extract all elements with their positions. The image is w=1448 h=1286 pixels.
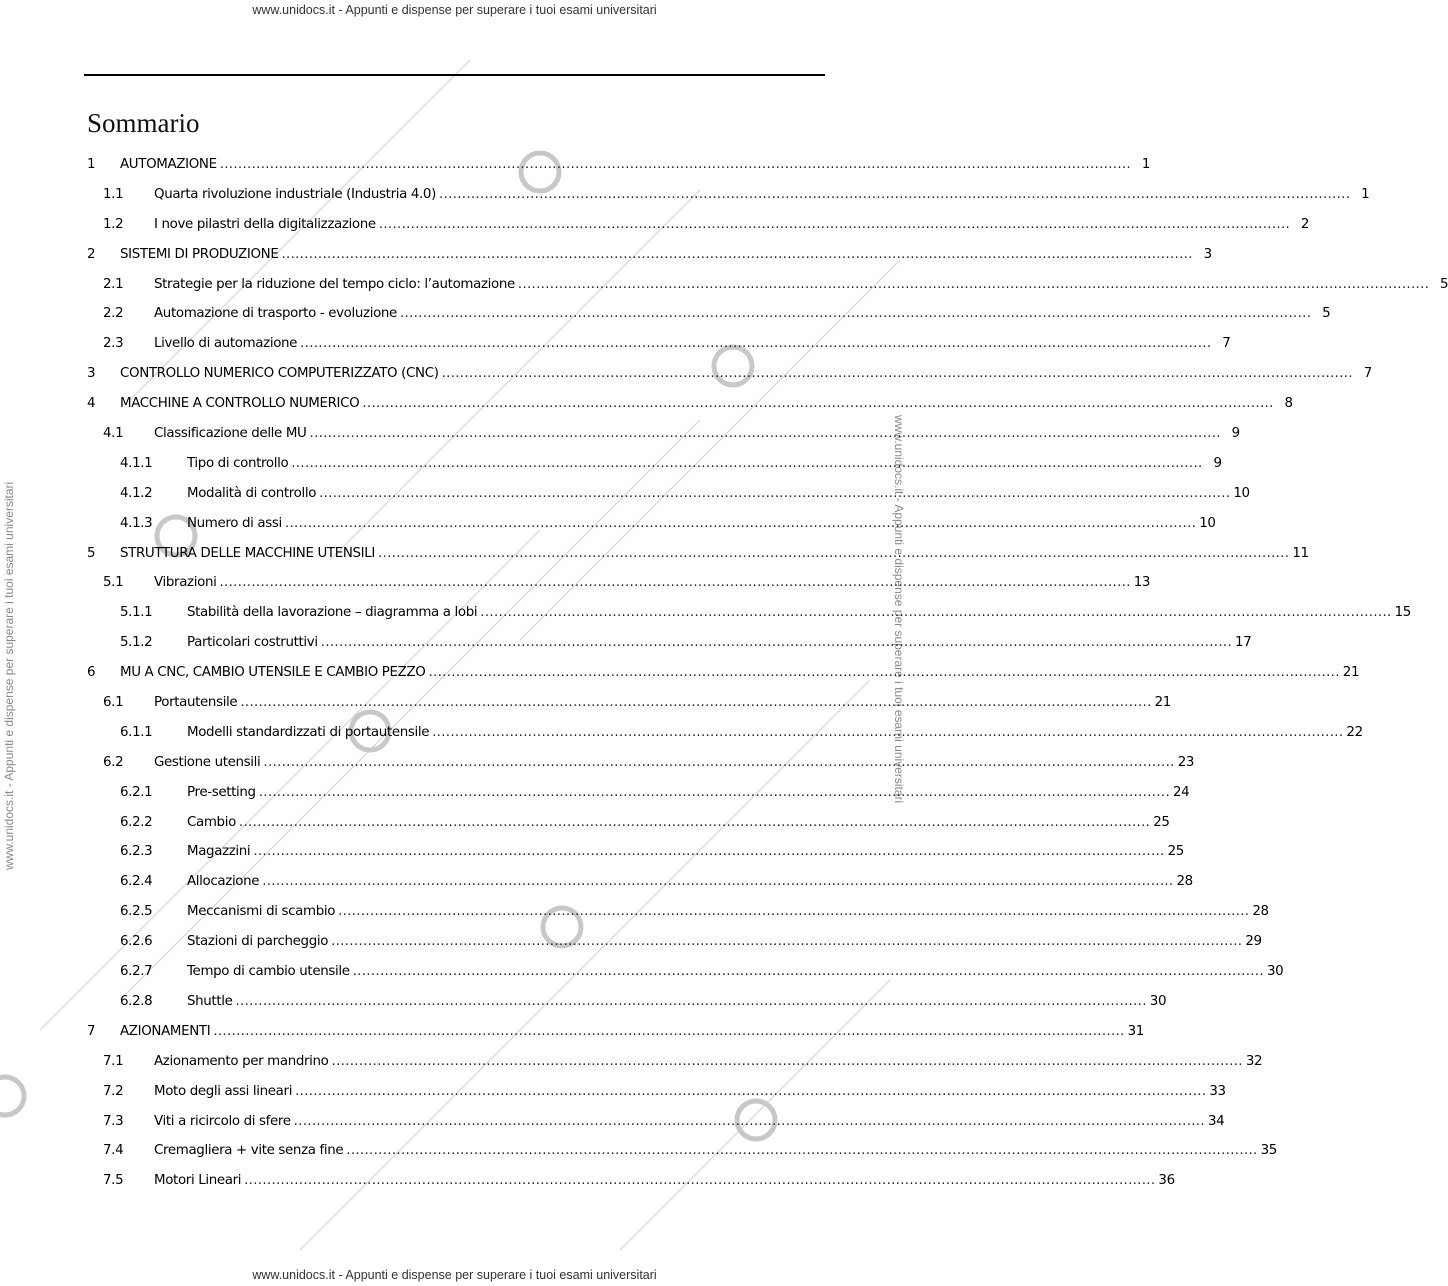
toc-dot-leader: ........................................................................................................................................................................................................ (378, 545, 1290, 561)
toc-entry-line (154, 1053, 1263, 1069)
toc-entry-line (187, 964, 1284, 980)
toc-entry-number: 2.3 (103, 336, 124, 352)
toc-entry-line (187, 874, 1193, 890)
toc-entry-number: 5.1 (103, 575, 124, 591)
toc-dot-leader: ........................................................................................................................................................................................................ (284, 515, 1197, 531)
toc-entry-line (187, 934, 1262, 950)
toc-entry-text: SISTEMI DI PRODUZIONE (120, 246, 279, 262)
toc-entry-number: 6.2.4 (120, 874, 153, 890)
toc-entry-line (120, 366, 1372, 382)
toc-entry-number: 6.1.1 (120, 724, 153, 740)
toc-dot-leader: ........................................................................................................................................................................................................ (441, 366, 1353, 382)
toc-entry-number: 1 (87, 157, 96, 172)
toc-dot-leader: ........................................................................................................................................................................................................ (319, 485, 1231, 501)
toc-entry-number: 7.3 (103, 1113, 124, 1129)
toc-entry-number: 4.1.1 (120, 455, 153, 471)
toc-entry-page: 24 (1173, 784, 1190, 800)
toc-entry-text: Particolari costruttivi (187, 635, 318, 651)
toc-entry-page: 21 (1342, 665, 1360, 681)
toc-dot-leader: ........................................................................................................................................................................................................ (346, 1143, 1258, 1159)
toc-entry-text: Motori Lineari (154, 1173, 242, 1189)
toc-entry-line (120, 665, 1360, 681)
toc-dot-leader: ........................................................................................................................................................................................................ (517, 276, 1430, 292)
toc-entry-text: I nove pilastri della digitalizzazione (154, 216, 376, 232)
toc-entry[interactable] (87, 270, 1448, 300)
toc-entry-number: 6.1 (103, 695, 124, 711)
toc-entry-line (187, 635, 1252, 651)
toc-entry[interactable] (87, 867, 1193, 897)
toc-entry-page: 7 (1222, 336, 1231, 352)
toc-entry-page: 8 (1284, 396, 1293, 412)
toc-entry[interactable] (87, 688, 1171, 718)
toc-entry-number: 2 (87, 246, 96, 262)
toc-entry-text: Classificazione delle MU (154, 426, 307, 442)
toc-entry-line (187, 993, 1167, 1009)
toc-entry-line (154, 276, 1448, 292)
toc-entry-line (154, 1143, 1277, 1159)
toc-dot-leader: ........................................................................................................................................................................................................ (338, 904, 1250, 920)
toc-dot-leader: ........................................................................................................................................................................................................ (253, 844, 1165, 860)
toc-entry-page: 10 (1233, 485, 1250, 501)
toc-entry-text: Vibrazioni (154, 575, 217, 591)
toc-entry-number: 4.1.2 (120, 485, 153, 501)
toc-dot-leader: ........................................................................................................................................................................................................ (378, 216, 1291, 232)
toc-entry-line (120, 396, 1293, 412)
toc-dot-leader: ........................................................................................................................................................................................................ (281, 246, 1193, 262)
toc-entry-line (154, 426, 1240, 442)
toc-entry-line (154, 336, 1231, 352)
toc-entry[interactable] (87, 449, 1222, 479)
toc-title: Sommario (87, 108, 200, 138)
toc-dot-leader: ........................................................................................................................................................................................................ (293, 1113, 1205, 1129)
toc-entry-page: 7 (1363, 366, 1372, 382)
toc-entry-page: 9 (1231, 426, 1240, 442)
toc-entry-number: 6.2.1 (120, 784, 153, 800)
toc-entry-page: 25 (1153, 814, 1170, 830)
toc-entry[interactable] (87, 927, 1262, 957)
toc-entry-number: 7.5 (103, 1173, 124, 1189)
toc-dot-leader: ........................................................................................................................................................................................................ (428, 665, 1340, 681)
toc-dot-leader: ........................................................................................................................................................................................................ (291, 455, 1203, 471)
toc-entry-number: 7 (87, 1023, 96, 1039)
toc-dot-leader: ........................................................................................................................................................................................................ (263, 754, 1175, 770)
toc-entry-page: 15 (1394, 605, 1411, 621)
toc-entry-text: AUTOMAZIONE (120, 157, 217, 172)
toc-entry-page: 2 (1300, 216, 1310, 232)
toc-entry-number: 5.1.2 (120, 635, 153, 651)
header-rule (84, 74, 825, 76)
toc-entry-text: Pre-setting (187, 784, 256, 800)
toc-entry-line (154, 575, 1151, 591)
toc-entry-line (120, 246, 1212, 262)
left-side-watermark: www.unidocs.it - Appunti e dispense per superare i tuoi esami universitari (2, 481, 16, 870)
toc-entry-text: Portautensile (154, 695, 238, 711)
toc-entry-line (154, 1083, 1226, 1099)
toc-entry-page: 5 (1440, 276, 1448, 292)
toc-dot-leader: ........................................................................................................................................................................................................ (309, 426, 1221, 442)
toc-dot-leader: ........................................................................................................................................................................................................ (244, 1173, 1156, 1189)
toc-entry-line (154, 754, 1195, 770)
footer-watermark[interactable]: www.unidocs.it - Appunti e dispense per superare i tuoi esami universitari (252, 1268, 657, 1282)
toc-entry-line (154, 216, 1310, 232)
toc-entry-page: 1 (1141, 157, 1150, 172)
toc-entry-text: Magazzini (187, 844, 251, 860)
toc-entry[interactable] (87, 210, 1310, 240)
toc-entry-line (187, 515, 1216, 531)
toc-entry[interactable] (87, 718, 1363, 748)
toc-entry-text: Meccanismi di scambio (187, 904, 336, 920)
toc-entry[interactable] (87, 987, 1167, 1017)
toc-entry[interactable] (87, 628, 1252, 658)
toc-entry-line (154, 306, 1331, 322)
toc-entry-line (120, 1023, 1144, 1039)
toc-entry-text: Shuttle (187, 993, 233, 1009)
toc-entry-page: 22 (1346, 724, 1363, 740)
toc-entry-page: 33 (1209, 1083, 1226, 1099)
header-watermark[interactable]: www.unidocs.it - Appunti e dispense per superare i tuoi esami universitari (252, 3, 657, 17)
toc-entry-text: Modelli standardizzati di portautensile (187, 724, 430, 740)
toc-entry[interactable] (87, 419, 1240, 449)
toc-entry-line (154, 186, 1370, 202)
toc-entry-page: 34 (1207, 1113, 1225, 1129)
toc-entry-page: 30 (1149, 993, 1167, 1009)
toc-entry-line (187, 605, 1411, 621)
toc-entry[interactable] (87, 1017, 1144, 1047)
toc-dot-leader: ........................................................................................................................................................................................................ (300, 336, 1212, 352)
toc-entry-text: Automazione di trasporto - evoluzione (154, 306, 397, 322)
toc-dot-leader: ........................................................................................................................................................................................................ (219, 575, 1131, 591)
right-side-watermark: www.unidocs.it - Appunti e dispense per superare i tuoi esami universitari (892, 415, 906, 804)
toc-dot-leader: ........................................................................................................................................................................................................ (438, 186, 1351, 202)
toc-entry-line (187, 724, 1363, 740)
toc-entry-page: 36 (1158, 1173, 1175, 1189)
toc-dot-leader: ........................................................................................................................................................................................................ (399, 306, 1312, 322)
toc-entry-page: 9 (1213, 455, 1222, 471)
toc-dot-leader: ........................................................................................................................................................................................................ (262, 874, 1174, 890)
toc-entry[interactable] (87, 1047, 1263, 1077)
toc-entry-text: Moto degli assi lineari (154, 1083, 293, 1099)
toc-entry-text: Gestione utensili (154, 754, 261, 770)
toc-entry-line (154, 1113, 1225, 1129)
toc-entry-page: 23 (1177, 754, 1195, 770)
toc-entry[interactable] (87, 897, 1269, 927)
toc-entry[interactable] (87, 957, 1284, 987)
toc-entry-line (120, 545, 1309, 561)
toc-dot-leader: ........................................................................................................................................................................................................ (480, 605, 1392, 621)
toc-entry-number: 6.2.5 (120, 904, 153, 920)
toc-entry[interactable] (87, 568, 1151, 598)
toc-entry-number: 4.1 (103, 426, 124, 442)
toc-entry[interactable] (87, 479, 1250, 509)
toc-entry[interactable] (87, 658, 1360, 688)
toc-entry-text: Stabilità della lavorazione – diagramma a lobi (187, 605, 478, 621)
toc-entry-text: Viti a ricircolo di sfere (154, 1113, 291, 1129)
toc-dot-leader: ........................................................................................................................................................................................................ (235, 993, 1147, 1009)
toc-dot-leader: ........................................................................................................................................................................................................ (258, 784, 1171, 800)
toc-entry-number: 6.2 (103, 754, 124, 770)
toc-entry-line (187, 784, 1190, 800)
toc-entry-text: MACCHINE A CONTROLLO NUMERICO (120, 396, 360, 412)
toc-entry-text: Cremagliera + vite senza fine (154, 1143, 344, 1159)
toc-dot-leader: ........................................................................................................................................................................................................ (238, 814, 1151, 830)
toc-entry[interactable] (87, 778, 1190, 808)
toc-entry[interactable] (87, 299, 1331, 329)
toc-dot-leader: ........................................................................................................................................................................................................ (432, 724, 1344, 740)
toc-entry-number: 7.2 (103, 1083, 124, 1099)
toc-entry-page: 25 (1167, 844, 1184, 860)
toc-entry-text: Quarta rivoluzione industriale (Industria 4.0) (154, 186, 436, 202)
toc-entry[interactable] (87, 180, 1370, 210)
toc-entry-text: STRUTTURA DELLE MACCHINE UTENSILI (120, 545, 375, 561)
toc-entry-number: 6.2.8 (120, 993, 153, 1009)
toc-entry-page: 31 (1127, 1023, 1144, 1039)
toc-entry[interactable] (87, 150, 1150, 180)
toc-entry-page: 32 (1245, 1053, 1263, 1069)
toc-entry-page: 10 (1199, 515, 1216, 531)
toc-dot-leader: ........................................................................................................................................................................................................ (331, 934, 1243, 950)
toc-entry-line (154, 695, 1171, 711)
toc-entry[interactable] (87, 837, 1184, 867)
toc-dot-leader: ........................................................................................................................................................................................................ (320, 635, 1233, 651)
toc-entry-number: 5.1.1 (120, 605, 153, 621)
toc-entry-text: CONTROLLO NUMERICO COMPUTERIZZATO (CNC) (120, 366, 439, 382)
toc-entry-text: Stazioni di parcheggio (187, 934, 329, 950)
toc-entry-number: 6.2.6 (120, 934, 153, 950)
toc-entry-line (154, 1173, 1175, 1189)
toc-entry-page: 28 (1176, 874, 1193, 890)
toc-entry[interactable] (87, 329, 1231, 359)
toc-entry-page: 17 (1235, 635, 1252, 651)
toc-entry-text: Tipo di controllo (187, 455, 289, 471)
toc-entry-text: Numero di assi (187, 515, 282, 531)
toc-entry-text: Azionamento per mandrino (154, 1053, 329, 1069)
toc-entry-number: 2.1 (103, 276, 124, 292)
toc-entry[interactable] (87, 539, 1309, 569)
toc-entry-number: 1.2 (103, 216, 124, 232)
toc-entry-page: 13 (1133, 575, 1151, 591)
toc-entry-page: 35 (1260, 1143, 1277, 1159)
toc-entry-text: Tempo di cambio utensile (187, 964, 350, 980)
toc-entry[interactable] (87, 240, 1212, 270)
toc-entry[interactable] (87, 1077, 1226, 1107)
toc-dot-leader: ........................................................................................................................................................................................................ (295, 1083, 1207, 1099)
toc-entry[interactable] (87, 1136, 1277, 1166)
toc-entry-text: Livello di automazione (154, 336, 298, 352)
toc-entry[interactable] (87, 808, 1170, 838)
toc-entry[interactable] (87, 748, 1195, 778)
toc-entry-number: 5 (87, 545, 96, 561)
toc-dot-leader: ........................................................................................................................................................................................................ (219, 157, 1131, 172)
toc-entry-text: Strategie per la riduzione del tempo ciclo: l’automazione (154, 276, 515, 292)
toc-dot-leader: ........................................................................................................................................................................................................ (331, 1053, 1243, 1069)
toc-entry-page: 1 (1361, 186, 1370, 202)
toc-entry-number: 6.2.3 (120, 844, 153, 860)
toc-entry[interactable] (87, 359, 1372, 389)
toc-entry[interactable] (87, 509, 1216, 539)
toc-entry-page: 28 (1252, 904, 1269, 920)
toc-entry-page: 29 (1245, 934, 1262, 950)
toc-entry-text: AZIONAMENTI (120, 1023, 211, 1039)
toc-dot-leader: ........................................................................................................................................................................................................ (362, 396, 1274, 412)
toc-entry-number: 7.4 (103, 1143, 124, 1159)
toc-entry-number: 7.1 (103, 1053, 124, 1069)
toc-entry-text: MU A CNC, CAMBIO UTENSILE E CAMBIO PEZZO (120, 665, 426, 681)
toc-entry-page: 21 (1154, 695, 1171, 711)
toc-entry-text: Modalità di controllo (187, 485, 317, 501)
toc-entry-line (187, 904, 1269, 920)
toc-entry-number: 6 (87, 665, 96, 681)
toc-entry-text: Cambio (187, 814, 236, 830)
toc-entry-line (120, 157, 1150, 172)
toc-entry[interactable] (87, 389, 1293, 419)
toc-entry-number: 2.2 (103, 306, 124, 322)
toc-entry[interactable] (87, 598, 1411, 628)
toc-entry-number: 1.1 (103, 186, 124, 202)
toc-entry-number: 6.2.2 (120, 814, 153, 830)
toc-entry-page: 30 (1266, 964, 1284, 980)
toc-entry-number: 4 (87, 396, 96, 412)
toc-entry-text: Allocazione (187, 874, 260, 890)
toc-entry[interactable] (87, 1107, 1225, 1137)
toc-entry-line (187, 814, 1170, 830)
toc-dot-leader: ........................................................................................................................................................................................................ (240, 695, 1152, 711)
toc-entry-page: 11 (1292, 545, 1309, 561)
toc-entry[interactable] (87, 1166, 1175, 1196)
toc-entry-line (187, 485, 1250, 501)
toc-dot-leader: ........................................................................................................................................................................................................ (352, 964, 1264, 980)
toc-entry-page: 3 (1203, 246, 1212, 262)
toc-dot-leader: ........................................................................................................................................................................................................ (213, 1023, 1125, 1039)
toc-entry-line (187, 455, 1222, 471)
toc-entry-page: 5 (1322, 306, 1331, 322)
toc-entry-line (187, 844, 1184, 860)
toc-entry-number: 4.1.3 (120, 515, 153, 531)
toc-entry-number: 6.2.7 (120, 964, 153, 980)
toc-entry-number: 3 (87, 366, 96, 382)
